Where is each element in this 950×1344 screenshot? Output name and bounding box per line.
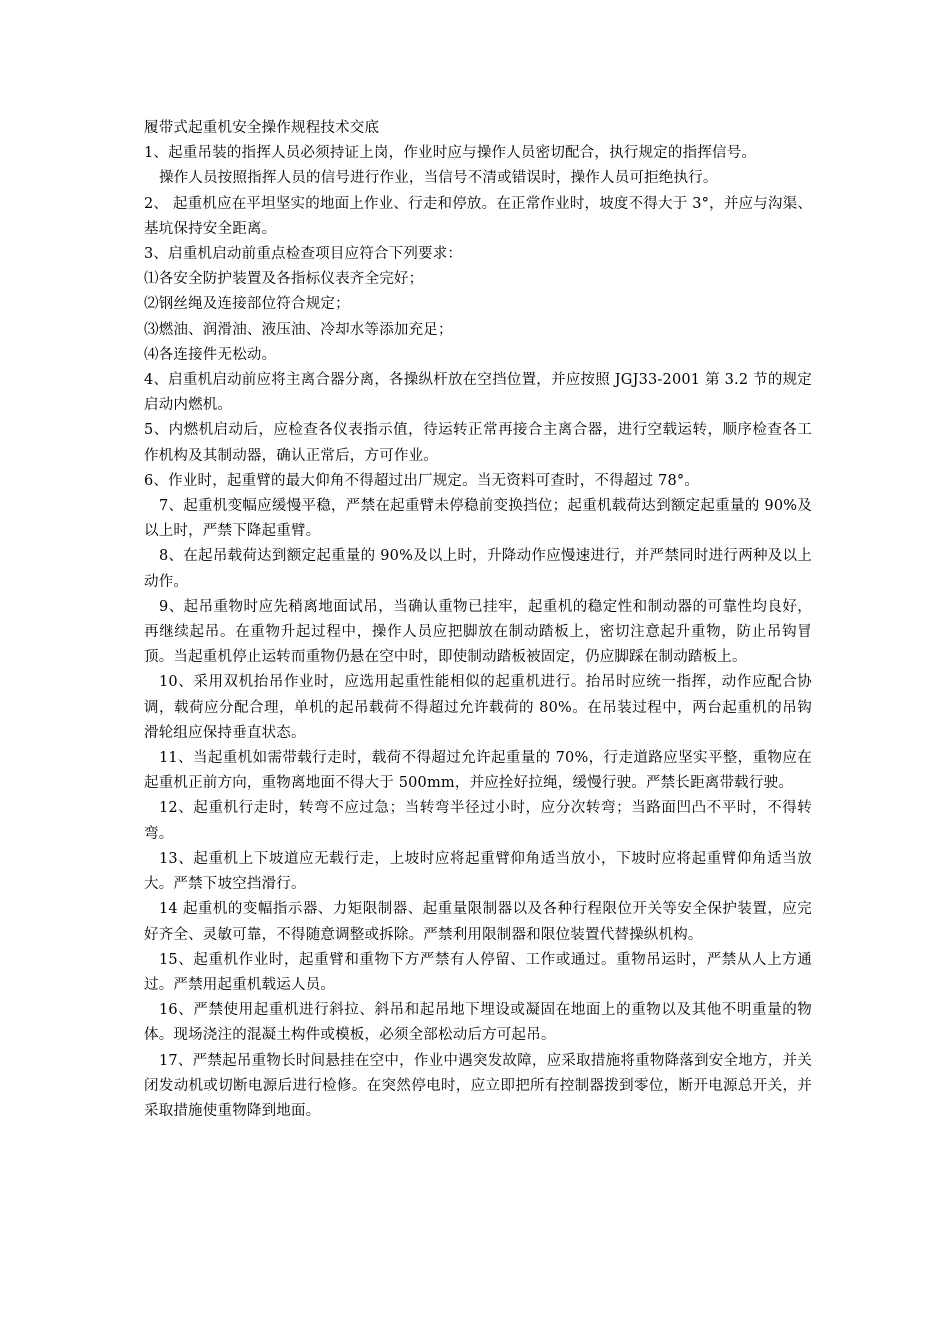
- paragraph-13: 13、起重机上下坡道应无载行走，上坡时应将起重臂仰角适当放小，下坡时应将起重臂仰角适当放大。严禁下坡空挡滑行。: [144, 850, 812, 893]
- paragraph-1-continued: 操作人员按照指挥人员的信号进行作业，当信号不清或错误时，操作人员可拒绝执行。: [159, 170, 718, 187]
- paragraph-9: 9、起吊重物时应先稍离地面试吊，当确认重物已挂牢，起重机的稳定性和制动器的可靠性均良好，再继续起吊。在重物升起过程中，操作人员应把脚放在制动踏板上，密切注意起升重物，防止吊钩冒顶。当起重机停止运转而重物仍悬在空中时，即使制动踏板被固定，仍应脚踩在制动踏板上。: [144, 598, 812, 666]
- list-item-3-2: ⑵钢丝绳及连接部位符合规定；: [144, 296, 350, 313]
- paragraph-6: 6、作业时，起重臂的最大仰角不得超过出厂规定。当无资料可查时，不得超过 78°。: [144, 472, 700, 489]
- paragraph-8: 8、在起吊载荷达到额定起重量的 90%及以上时，升降动作应慢速进行，并严禁同时进行两种及以上动作。: [144, 548, 812, 590]
- paragraph-12: 12、起重机行走时，转弯不应过急；当转弯半径过小时，应分次转弯；当路面凹凸不平时，不得转弯。: [144, 800, 812, 842]
- paragraph-15: 15、起重机作业时，起重臂和重物下方严禁有人停留、工作或通过。重物吊运时，严禁从人上方通过。严禁用起重机载运人员。: [144, 951, 812, 993]
- paragraph-11: 11、当起重机如需带载行走时，载荷不得超过允许起重量的 70%，行走道路应坚实平整，重物应在起重机正前方向，重物离地面不得大于 500mm，并应拴好拉绳，缓慢行驶。严禁长距离带载行驶。: [144, 750, 812, 792]
- document-title: 履带式起重机安全操作规程技术交底: [144, 120, 380, 136]
- paragraph-10: 10、采用双机抬吊作业时，应选用起重性能相似的起重机进行。抬吊时应统一指挥，动作应配合协调，载荷应分配合理，单机的起吊载荷不得超过允许载荷的 80%。在吊装过程中，两台起重机的吊钩滑轮组应保持垂直状态。: [144, 674, 812, 741]
- paragraph-2: 2、 起重机应在平坦坚实的地面上作业、行走和停放。在正常作业时，坡度不得大于 3°，并应与沟渠、基坑保持安全距离。: [144, 195, 813, 237]
- list-item-3-4: ⑷各连接件无松动。: [144, 346, 277, 363]
- document-body: [144, 116, 812, 1124]
- paragraph-7: 7、起重机变幅应缓慢平稳，严禁在起重臂未停稳前变换挡位；起重机载荷达到额定起重量的 90%及以上时，严禁下降起重臂。: [144, 498, 812, 540]
- paragraph-17: 17、严禁起吊重物长时间悬挂在空中，作业中遇突发故障，应采取措施将重物降落到安全地方，并关闭发动机或切断电源后进行检修。在突然停电时，应立即把所有控制器拨到零位，断开电源总开关，并采取措施使重物降到地面。: [144, 1052, 812, 1119]
- paragraph-14: 14 起重机的变幅指示器、力矩限制器、起重量限制器以及各种行程限位开关等安全保护装置，应完好齐全、灵敏可靠，不得随意调整或拆除。严禁利用限制器和限位装置代替操纵机构。: [144, 901, 812, 943]
- paragraph-3: 3、启重机启动前重点检查项目应符合下列要求：: [144, 246, 463, 263]
- paragraph-5: 5、内燃机启动后，应检查各仪表指示值，待运转正常再接合主离合器，进行空载运转，顺序检查各工作机构及其制动器，确认正常后，方可作业。: [144, 422, 812, 464]
- paragraph-4: 4、启重机启动前应将主离合器分离，各操纵杆放在空挡位置，并应按照 JGJ33-2001 第 3.2 节的规定启动内燃机。: [144, 372, 812, 414]
- paragraph-16: 16、严禁使用起重机进行斜拉、斜吊和起吊地下埋设或凝固在地面上的重物以及其他不明重量的物体。现场浇注的混凝土构件或模板，必须全部松动后方可起吊。: [144, 1002, 812, 1044]
- list-item-3-1: ⑴各安全防护装置及各指标仪表齐全完好；: [144, 271, 424, 288]
- list-item-3-3: ⑶燃油、润滑油、液压油、冷却水等添加充足；: [144, 321, 453, 338]
- paragraph-1: 1、起重吊装的指挥人员必须持证上岗，作业时应与操作人员密切配合，执行规定的指挥信号。: [144, 145, 757, 162]
